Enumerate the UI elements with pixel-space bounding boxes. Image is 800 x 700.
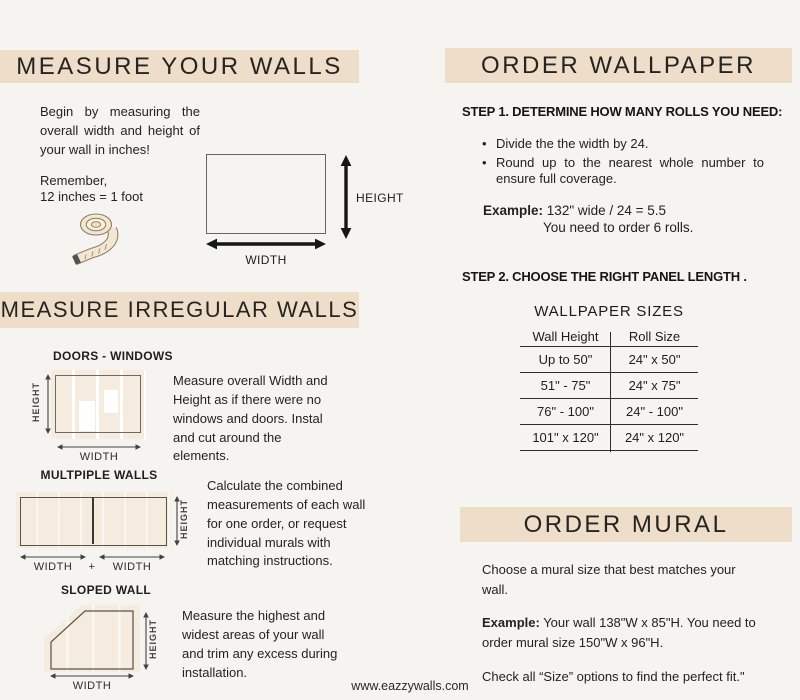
sloped-wall-label: SLOPED WALL	[61, 583, 151, 597]
table-row	[520, 346, 698, 372]
example-label: Example:	[482, 615, 540, 631]
bullet-item: • Round up to the nearest whole number to ensure full coverage.	[482, 155, 764, 188]
section-title: MEASURE YOUR WALLS	[16, 52, 343, 80]
measure-walls-intro: Begin by measuring the overall width and height of your wall in inches!	[40, 104, 200, 157]
roll-size-cell: 24" x 75"	[628, 378, 681, 393]
plus-sign: +	[88, 561, 96, 573]
example-label: Example:	[483, 203, 544, 218]
width-arrow	[206, 236, 326, 252]
width-label-left: WIDTH	[33, 561, 73, 573]
height-label: HEIGHT	[179, 499, 189, 540]
multiple-walls-label: MULTPIPLE WALLS	[40, 468, 158, 482]
example-calc: 132" wide / 24 = 5.5	[546, 203, 667, 218]
height-label: HEIGHT	[31, 382, 41, 423]
wall-height-cell: Up to 50"	[538, 352, 593, 367]
wall-height-cell: 51" - 75"	[540, 378, 591, 393]
remember-line1: Remember,	[40, 173, 108, 188]
section-title: ORDER MURAL	[523, 510, 729, 538]
multiple-walls-description: Calculate the combined measurements of each wall for one order, or request individual murals with matching instructions.	[207, 478, 366, 569]
width-label: WIDTH	[79, 451, 119, 463]
roll-size-cell: 24" x 120"	[624, 430, 685, 445]
section-header-measure-irregular	[0, 292, 359, 328]
step1-example	[483, 203, 693, 236]
doors-windows-label: DOORS - WINDOWS	[53, 349, 173, 363]
roll-size-cell: 24" x 50"	[628, 352, 681, 367]
step1-bullet-list	[482, 136, 764, 190]
width-label: WIDTH	[72, 680, 112, 692]
example-result: You need to order 6 rolls.	[543, 219, 694, 235]
wall-height-cell: 101" x 120"	[532, 430, 599, 445]
width-label: WIDTH	[245, 253, 287, 267]
wall-divider-line	[92, 497, 94, 544]
window-shape	[104, 390, 118, 413]
section-title: MEASURE IRREGULAR WALLS	[0, 297, 359, 322]
tape-measure-icon	[66, 210, 128, 266]
remember-line2: 12 inches = 1 foot	[40, 189, 143, 205]
width-label-right: WIDTH	[112, 561, 152, 573]
wallpaper-sizes-title: WALLPAPER SIZES	[534, 303, 684, 320]
table-column-divider	[610, 332, 611, 452]
doors-windows-wall-outline	[55, 375, 141, 433]
wall-diagram-rect	[206, 154, 326, 234]
mural-example	[482, 613, 760, 653]
website-url: www.eazzywalls.com	[351, 679, 469, 693]
section-header-order-mural	[460, 507, 792, 542]
table-header-row	[520, 326, 698, 346]
wallpaper-sizes-table	[520, 326, 698, 451]
door-shape	[79, 401, 95, 431]
example-text: Your wall 138"W x 85"H. You need to order mural size 150"W x 96"H.	[482, 615, 756, 651]
step1-heading: STEP 1. DETERMINE HOW MANY ROLLS YOU NEED:	[462, 104, 783, 119]
height-label: HEIGHT	[148, 619, 158, 660]
section-header-measure-walls	[0, 50, 359, 83]
section-header-order-wallpaper	[445, 48, 792, 83]
mural-paragraph: Check all “Size” options to find the perfect fit."	[482, 668, 745, 684]
height-measure-line	[43, 374, 53, 434]
section-title: ORDER WALLPAPER	[481, 51, 756, 79]
order-mural-text	[482, 560, 760, 700]
remember-note	[40, 173, 143, 205]
height-label: HEIGHT	[356, 191, 404, 205]
sloped-wall-diagram	[40, 602, 144, 676]
doors-windows-description: Measure overall Width and Height as if there were no windows and doors. Instal and cut around the elements.	[173, 373, 328, 464]
multiple-walls-outline	[20, 497, 167, 546]
wall-height-cell: 76" - 100"	[537, 404, 594, 419]
table-row	[520, 372, 698, 398]
roll-size-cell: 24" - 100"	[626, 404, 683, 419]
height-arrow	[338, 155, 354, 239]
table-row	[520, 424, 698, 451]
table-row	[520, 398, 698, 424]
step2-heading: STEP 2. CHOOSE THE RIGHT PANEL LENGTH .	[462, 269, 747, 284]
column-header: Wall Height	[532, 328, 599, 344]
bullet-item: • Divide the the width by 24.	[482, 136, 764, 153]
column-header: Roll Size	[628, 328, 681, 344]
mural-paragraph: Choose a mural size that best matches your wall.	[482, 562, 736, 598]
sloped-wall-description: Measure the highest and widest areas of your wall and trim any excess during installation.	[182, 608, 338, 680]
